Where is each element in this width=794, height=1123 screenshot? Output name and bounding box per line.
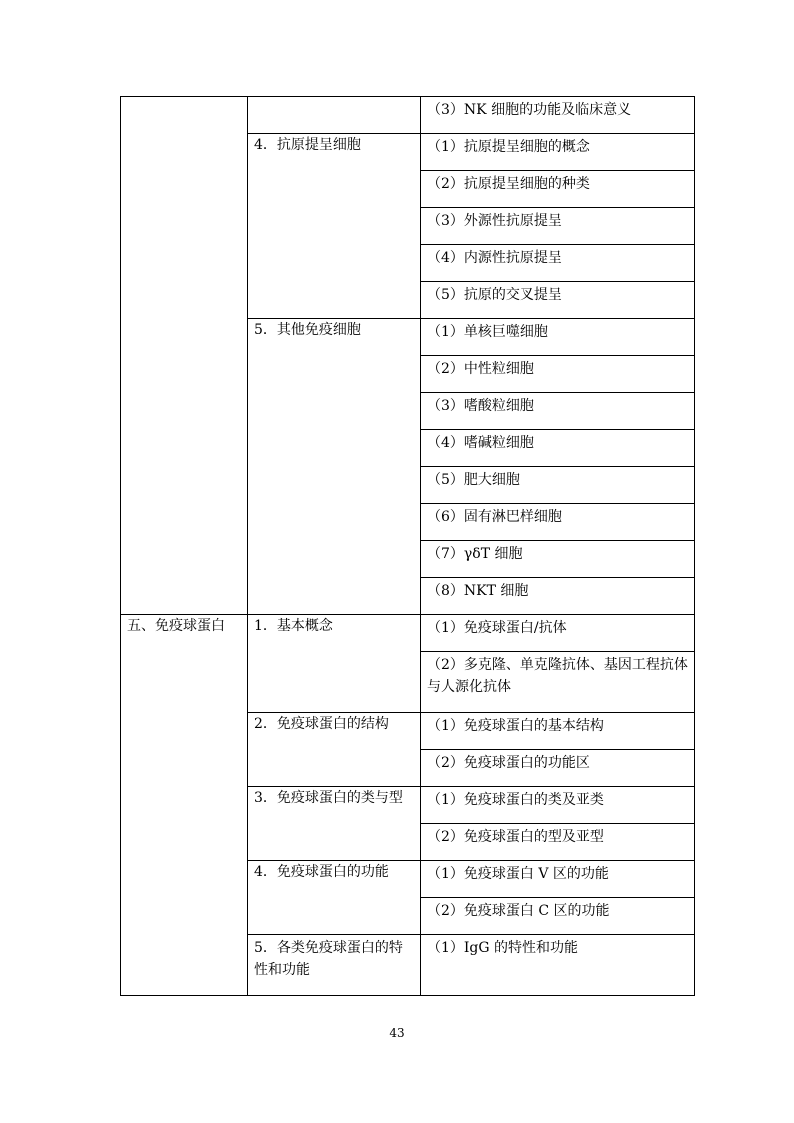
item-cell: （2）多克隆、单克隆抗体、基因工程抗体与人源化抗体 — [421, 652, 695, 713]
item-cell: （5）肥大细胞 — [421, 467, 695, 504]
item-cell: （2）免疫球蛋白 C 区的功能 — [421, 898, 695, 935]
subtopic-cell: 5．各类免疫球蛋白的特性和功能 — [248, 935, 421, 996]
item-cell: （1）免疫球蛋白 V 区的功能 — [421, 861, 695, 898]
subtopic-cell — [248, 97, 421, 134]
item-cell: （3）嗜酸粒细胞 — [421, 393, 695, 430]
item-cell: （2）免疫球蛋白的型及亚型 — [421, 824, 695, 861]
item-cell: （1）免疫球蛋白的类及亚类 — [421, 787, 695, 824]
item-cell: （2）抗原提呈细胞的种类 — [421, 171, 695, 208]
item-cell: （4）嗜碱粒细胞 — [421, 430, 695, 467]
section-cell — [121, 97, 248, 615]
item-cell: （1）免疫球蛋白的基本结构 — [421, 713, 695, 750]
item-cell: （1）抗原提呈细胞的概念 — [421, 134, 695, 171]
subtopic-cell: 2．免疫球蛋白的结构 — [248, 713, 421, 787]
item-cell: （1）单核巨噬细胞 — [421, 319, 695, 356]
item-cell: （1）IgG 的特性和功能 — [421, 935, 695, 996]
page-number: 43 — [389, 1026, 405, 1040]
item-cell: （3）NK 细胞的功能及临床意义 — [421, 97, 695, 134]
subtopic-cell: 3．免疫球蛋白的类与型 — [248, 787, 421, 861]
item-cell: （8）NKT 细胞 — [421, 578, 695, 615]
item-cell: （6）固有淋巴样细胞 — [421, 504, 695, 541]
subtopic-cell: 4．抗原提呈细胞 — [248, 134, 421, 319]
section-cell: 五、免疫球蛋白 — [121, 615, 248, 996]
subtopic-cell: 5．其他免疫细胞 — [248, 319, 421, 615]
item-cell: （5）抗原的交叉提呈 — [421, 282, 695, 319]
subtopic-cell: 1．基本概念 — [248, 615, 421, 713]
item-cell: （1）免疫球蛋白/抗体 — [421, 615, 695, 652]
item-cell: （7）γδT 细胞 — [421, 541, 695, 578]
item-cell: （2）中性粒细胞 — [421, 356, 695, 393]
subtopic-cell: 4．免疫球蛋白的功能 — [248, 861, 421, 935]
item-cell: （3）外源性抗原提呈 — [421, 208, 695, 245]
item-cell: （4）内源性抗原提呈 — [421, 245, 695, 282]
outline-table — [120, 96, 695, 996]
item-cell: （2）免疫球蛋白的功能区 — [421, 750, 695, 787]
